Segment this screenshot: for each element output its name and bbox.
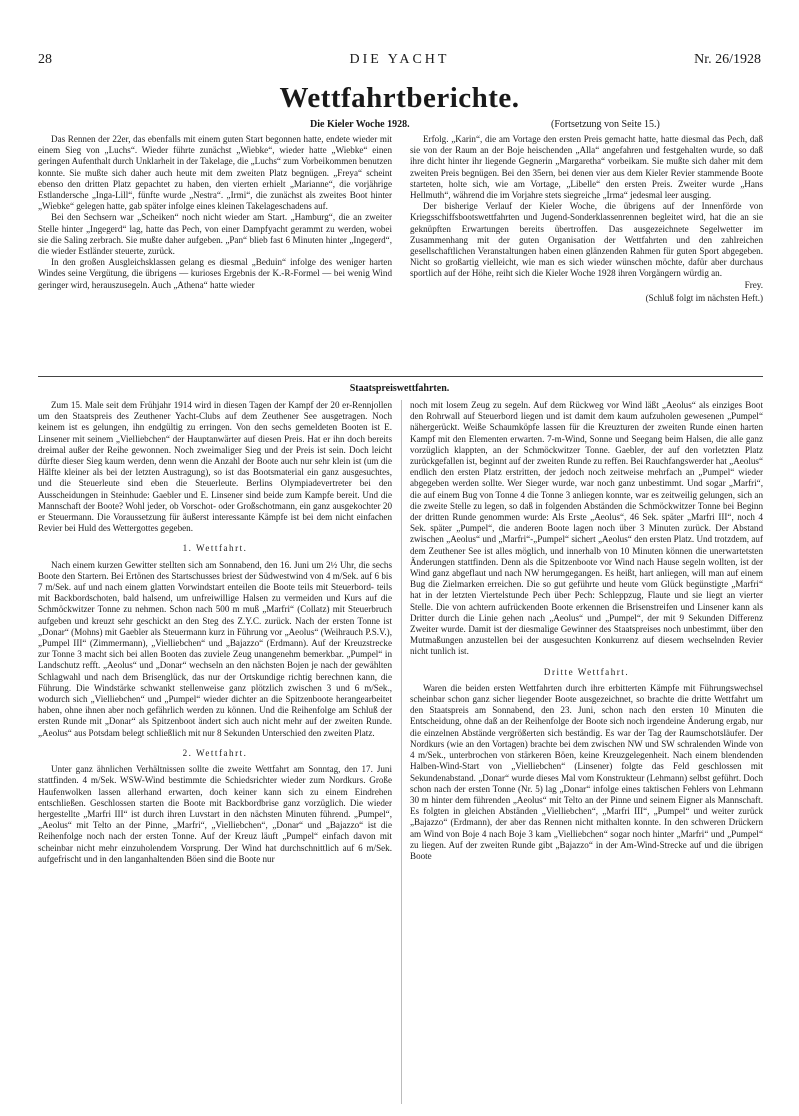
column-divider [401, 400, 402, 1104]
paragraph: Erfolg. „Karin“, die am Vortage den ersten Preis gemacht hatte, hatte diesmal das Pech, daß sie von der Raum an der Boje heischenden „Alla“ angefahren und festgehalten wurde, so daß ihre dicht hinter ihr liegende Gegnerin „Margaretha“ vorbeikam. Sie mußte sich daher mit dem zweiten Preis begnügen. Bei den 35ern, bei denen vier aus dem Kieler Revier stammende Boote starteten, holte sich, wie am Vortage, „Libelle“ den ersten Preis. Zweiter wurde „Hans Hellmuth“, während die im Vorjahre stets siegreiche „Irma“ jedesmal leer ausging. [410, 134, 763, 201]
article-column-left [38, 134, 392, 370]
author-signature: Frey. [744, 279, 763, 290]
paragraph: Nach einem kurzen Gewitter stellten sich am Sonnabend, den 16. Juni um 2½ Uhr, die sechs Boote den Startern. Bei Ertönen des Startschusses briest der Südwestwind von 4 m/Sek. auf 6 bis 7 m/Sek. auf und nach einem glatten Vorwindstart enteilen die Boote teils mit Steuerbord- teils mit Backbordschoten, bald halsend, um unfreiwillige Halsen zu vermeiden und Kurs auf die Schmöckwitzer Tonne zu nehmen. Schon nach 500 m muß „Marfri“ (Collatz) mit Steuerbruch aufgeben und kreuzt sehr geschickt an den Steg des Z.Y.C. zurück. Nach der ersten Tonne ist „Donar“ (Mohns) mit Gaebler als Steuermann kurz in Führung vor „Aeolus“ (Weihrauch P.S.V.), „Pumpel III“ (Zimmermann), „Vielliebchen“ und „Bajazzo“ (Erdmann). Auf der Kreuzstrecke zur Tonne 3 macht sich bei allen Booten das zuviele Zeug unangenehm bemerkbar. „Pumpel“ in Landschutz refft. „Aeolus“ und „Donar“ wechseln an den nächsten Bojen je nach der gewählten Schlagwahl und nach dem Brisenglück, das nur der Ortskundige richtig berechnen kann, die Führung. Die Windstärke schwankt stellenweise ganz plötzlich zwischen 3 und 6 m/Sek., wodurch sich „Vielliebchen“ und „Pumpel“ wieder dichter an die Spitzenboote herangearbeitet haben, ohne ihnen aber noch gefährlich werden zu können. Und die Reihenfolge am Schluß der ersten Runde mit „Donar“ als Spitzenboot ändert sich auch nicht mehr auf der zweiten Runde. „Aeolus“ aus Potsdam belegt schließlich mit nur 8 Sekunden Unterschied den zweiten Platz. [38, 559, 392, 738]
paragraph: Waren die beiden ersten Wettfahrten durch ihre erbitterten Kämpfe mit Führungswechsel scheinbar schon ganz sicher liegender Boote ausgezeichnet, so brachte die dritte Wettfahrt um den Staatspreis am Sonnabend, den 23. Juni, schon nach den ersten 10 Minuten die Entscheidung, ohne daß an der Reihenfolge der Boote sich noch irgendeine Änderung ergab, nur die einzelnen Abstände vergrößerten sich beständig. Es war der Tag der Raumschotsläufer. Der Nordkurs (wie an den Vortagen) brachte bei dem zwischen NW und SW schralenden Winde von 4 m/Sek., unterbrochen von stärkeren Böen, keine Kreuzgelegenheit. Nach einem blendenden Halben-Wind-Start von „Vielliebchen“ (Linsener) folgte das Feld geschlossen mit Sekundenabstand. „Donar“ wurde dieses Mal vom Konstrukteur (Lehmann) selbst geführt. Doch schon nach der ersten Tonne (Nr. 5) lag „Donar“ infolge eines taktischen Fehlers von Lehmann 30 m hinter dem führenden „Aeolus“ mit Telto an der Pinne und seinem Eigner als Mannschaft. Es folgten in gleichen Abständen „Vielliebchen“, „Marfri III“, „Pumpel“ und weiter zurück „Bajazzo“ (Erdmann), der aber das Rennen nicht mithalten konnte. In den schweren Drückern am Wind von Boje 4 nach Boje 3 kam „Vielliebchen“ sogar noch hinter „Marfri“ und „Pumpel“ zu liegen. Auf der zweiten Runde gibt „Bajazzo“ in der Am-Wind-Strecke auf und die übrigen Boote [410, 682, 763, 861]
race-3-heading: Dritte Wettfahrt. [543, 666, 630, 677]
article-subtitle: Die Kieler Woche 1928. [310, 119, 410, 130]
end-note: (Schluß folgt im nächsten Heft.) [645, 292, 763, 303]
paragraph: noch mit losem Zeug zu segeln. Auf dem Rückweg vor Wind läßt „Aeolus“ als einziges Boot den Rohrwall auf Steuerbord liegen und ist damit dem kaum aufzuholen gewesenen „Pumpel“ nähergerückt. Weiße Schaumköpfe lassen für die Kreuzturen der zweiten Runde einen harten Kampf mit den Elementen erwarten. 7-m-Wind, Sonne und Seegang beim Halsen, die alle ganz vorzüglich klappten, an der Schmöckwitzer Tonne. Gaebler, der auf den vorletzten Platz zurückgefallen ist, beginnt auf der zweiten Runde zu reffen. Bei Rauchfangswerder hat „Aeolus“ endlich den ersten Platz erstritten, der jedoch noch zeitweise mehrfach an „Pumpel“ wieder abgegeben werden sollte. Wer Sieger wurde, war noch ganz unbestimmt. Und sogar „Marfri“, die auf einem Bug von Tonne 4 die Tonne 3 anliegen konnte, war es zeitweilig gelungen, sich an die zweite Stelle zu legen, so daß in folgenden Abständen die Schmöckwitzer Tonne bei Beginn der dritten Runde genommen wurde: Als Erste „Aeolus“, 46 Sek. später „Marfri III“, noch 4 Sek. später „Pumpel“, die anderen Boote lagen noch über 3 Minuten zurück. Der Abstand zwischen „Aeolus“ und „Marfri“-„Pumpel“ sichert „Aeolus“ den ersten Platz. Und trotzdem, auf dem Zeuthener See ist alles möglich, und innerhalb von 10 Minuten können die unerwartetsten Änderungen stattfinden. Denn als die Spitzenboote vor Wind nach Hause segeln wollten, ist der Wind ganz abgeflaut und nach NW herumgegangen. Es heißt, hart anliegen, will man auf einem Bug die Zielmarken erreichen. Die so gut geführte und heute vom Glück begünstigte „Marfri“ hat in der letzten Viertelstunde Pech über Pech: Schleppzug, Flaute und sie liegt an vierter Stelle. Die von achtern aufrückenden Boote erkennen die Brisenstreifen und Linsener kann als Dritter durch die Linie gehen nach „Aeolus“ und „Pumpel“, der mit 9 Sekunden Differenz Zweiter wurde. Damit ist der diesmalige Gewinner des Staatspreises noch unbestimmt, über den Mutmaßungen anzustellen bei der ausgesuchten Konkurrenz auf diesem wechselnden Revier nicht tunlich ist. [410, 400, 763, 657]
page-header [38, 52, 761, 72]
section-divider-rule [38, 376, 763, 377]
race-2-heading: 2. Wettfahrt. [182, 747, 248, 758]
paragraph: Der bisherige Verlauf der Kieler Woche, die übrigens auf der Innenförde von Kriegsschiffsbootswettfahrten und Jugend-Sonderklassenrennen begleitet wird, hat die an sie geknüpften Erwartungen bereits übertroffen. Das ausgezeichnete Segelwetter im Zusammenhang mit der guten Organisation der Wettfahrten und den zahlreichen gesellschaftlichen Veranstaltungen haben einen glänzenden Rahmen für guten Sport abgegeben. Nicht so großartig vielleicht, wie man es sich wieder wünschen möchte, dafür aber durchaus sportlich auf der Höhe, reiht sich die Kieler Woche 1928 ihren Vorgängern würdig an. [410, 201, 763, 279]
paragraph: In den großen Ausgleichsklassen gelang es diesmal „Beduin“ infolge des weniger harten Windes seine Vergütung, die übrigens — kurioses Ergebnis der K.-R-Formel — bei wenig Wind geringer wird, herauszusegeln. Auch „Athena“ hatte wieder [38, 257, 392, 290]
magazine-title: DIE YACHT [349, 52, 450, 67]
paragraph: Unter ganz ähnlichen Verhältnissen sollte die zweite Wettfahrt am Sonntag, den 17. Juni stattfinden. 4 m/Sek. WSW-Wind bestimmte die Schiedsrichter wieder zum Nordkurs. Große Haufenwolken lassen allerhand erwarten, doch keiner kann sich zu einem Eindrehen entschließen. Geschlossen starten die Boote mit Backbordbrise ganz vorzüglich. Die wieder hergestellte „Marfri III“ ist durch ihren Luvstart in den nächsten Minuten führend. „Pumpel“, „Aeolus“ mit Telto an der Pinne, „Marfri“, „Vielliebchen“, „Donar“ und „Bajazzo“ ist die Reihenfolge noch nach der ersten Tonne. Auf der Kreuz läuft „Pumpel“ einfach davon mit scheinbar nicht mehr einzuholendem Vorsprung. Der Wind hat durchschnittlich auf 6 m/Sek. aufgefrischt und in den langanhaltenden Böen sind die Boote nur [38, 764, 392, 864]
paragraph: Bei den Sechsern war „Scheiken“ noch nicht wieder am Start. „Hamburg“, die an zweiter Stelle hinter „Ingegerd“ lag, hatte das Pech, von einer Dampfyacht gerammt zu werden, wobei sie die Saling zerbrach. Sie mußte daher aufgeben. „Pan“ blieb fast 6 Minuten hinter „Ingegerd“, die wieder Estländer steuerte, zurück. [38, 212, 392, 257]
article-title: Wettfahrtberichte. [279, 82, 520, 114]
paragraph: Das Rennen der 22er, das ebenfalls mit einem guten Start begonnen hatte, endete wieder mit einem Sieg von „Luchs“. Wieder führte zunächst „Wiebke“, wieder hatte „Wiebke“ einen geringen Aufenthalt durch Unklarheit in der Takelage, die „Luchs“ zum Vorbeikommen benutzen konnte. Sie mußte sich daher auch heute mit dem zweiten Platz begnügen. „Freya“ scheint ebenso den dritten Platz gepachtet zu haben, den vierten erhielt „Marianne“, die vorjährige Estlandersche „Inga-Lill“, fünfte wurde „Nestra“. „Irmi“, die zunächst als zweites Boot hinter „Wiebke“ gelegen hatte, gab später infolge eines kleinen Takelageschadens auf. [38, 134, 392, 212]
race-1-heading: 1. Wettfahrt. [182, 543, 248, 554]
page-number: 28 [38, 52, 52, 67]
continuation-note: (Fortsetzung von Seite 15.) [551, 119, 660, 130]
section-column-left [38, 400, 392, 1104]
paragraph: Zum 15. Male seit dem Frühjahr 1914 wird in diesen Tagen der Kampf der 20 er-Rennjollen um den Staatspreis des Zeuthener Yacht-Clubs auf dem Zeuthener See ausgetragen. Noch keinem ist es gelungen, ihn endgültig zu erringen. Von den sechs gemeldeten Booten ist E. Linsener mit seinem „Vielliebchen“ der Hauptanwärter auf diesen Preis. Hat er ihn doch bereits dreimal außer der Reihe gewonnen. Noch zweimaliger Sieg und der Preis ist sein. Doch leicht dürfte dieser Sieg kaum werden, denn wenn die Anzahl der Boote auch nur sehr klein ist (um die Hälfte kleiner als bei der letzten Austragung), so ist das Bootsmaterial ein ganz ausgesuchtes, und die Steuerleute sind eben die Steuerleute. Berlins Olympiadevertreter bei den Ausscheidungen in Steinhude: Gaebler und E. Linsener sind beide zum Kampfe bereit. Und die Mannschaft der Boote? Wohl jeder, ob Vorschot- oder Großschotmann, ein ganz ausgekochter 20 er Steuermann. Die Voraussetzung für äußerst interessante Kämpfe ist bei dem nicht einfachen Revier bei Huld des Wettergottes gegeben. [38, 400, 392, 534]
section-title: Staatspreiswettfahrten. [349, 383, 450, 394]
section-column-right [410, 400, 763, 1104]
issue-number: Nr. 26/1928 [694, 52, 761, 67]
article-column-right [410, 134, 763, 370]
